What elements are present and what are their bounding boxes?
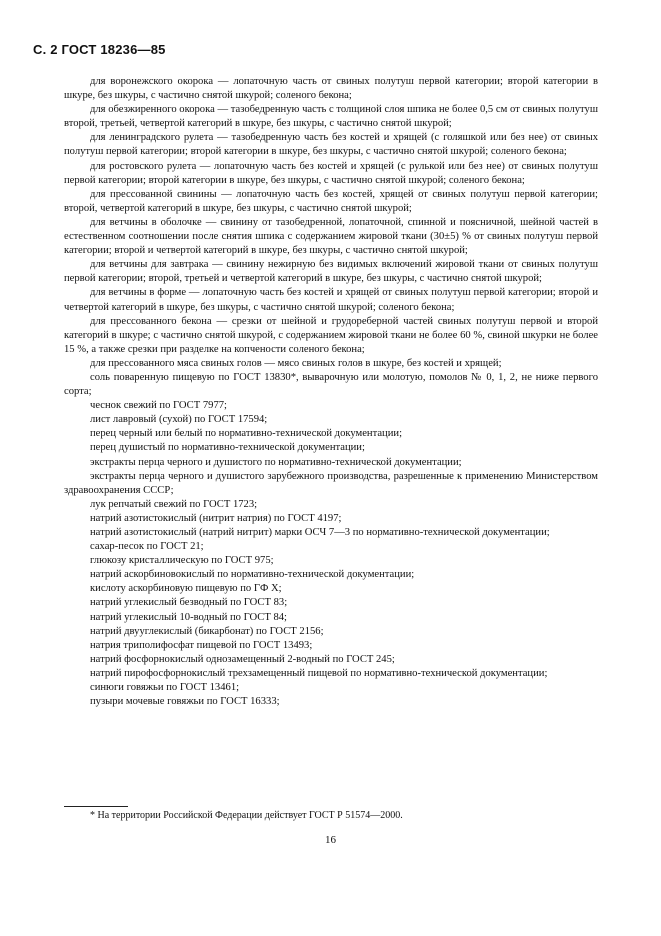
footnote: * На территории Российской Федерации действует ГОСТ Р 51574—2000. (90, 810, 403, 821)
list-item: глюкозу кристаллическую по ГОСТ 975; (90, 555, 274, 567)
list-item: натрий азотистокислый (нитрит натрия) по ГОСТ 4197; (90, 512, 342, 524)
paragraph: для ветчины в форме — лопаточную часть без костей и хрящей от свиных полутуш первой категории; второй и четвертой категорий в шкуре, без шкуры, с частично снятой шкурой; соленого бекона; (64, 287, 598, 313)
paragraph: соль поваренную пищевую по ГОСТ 13830*, выварочную или молотую, помолов № 0, 1, 2, не ниже первого сорта; (64, 371, 598, 398)
list-item: перец черный или белый по нормативно-технической документации; (90, 428, 403, 440)
document-body (64, 75, 598, 709)
list-item: натрий двууглекислый (бикарбонат) по ГОСТ 2156; (90, 625, 324, 637)
paragraph: для воронежского окорока — лопаточную часть от свиных полутуш первой категории; второй категории в шкуре, без шкуры, с частично снятой шкурой; соленого бекона; (64, 76, 598, 102)
list-item: чеснок свежий по ГОСТ 7977; (90, 400, 227, 412)
list-item: сахар-песок по ГОСТ 21; (90, 541, 204, 553)
list-item: натрий углекислый безводный по ГОСТ 83; (90, 597, 288, 609)
list-item: кислоту аскорбиновую пищевую по ГФ Х; (90, 583, 282, 595)
list-item: пузыри мочевые говяжьи по ГОСТ 16333; (90, 696, 280, 708)
paragraph: для прессованного мяса свиных голов — мясо свиных голов в шкуре, без костей и хрящей; (90, 357, 502, 369)
paragraph: экстракты перца черного и душистого зарубежного производства, разрешенные к применению Министерством здравоохранения СССР; (64, 470, 598, 496)
list-item: перец душистый по нормативно-технической документации; (90, 442, 365, 454)
paragraph: для ветчины в оболочке — свинину от тазобедренной, лопаточной, спинной и поясничной, шейной частей в естественном соотношении после снятия шпика с содержанием жировой ткани (30±5) % от свиных полутуш первой категории; второй и четвертой категорий в шкуре, без шкуры, с частично снятой шкурой; (64, 216, 598, 257)
paragraph: для прессованного бекона — срезки от шейной и грудореберной частей свиных полутуш первой и второй категорий в шкуре; с частично снятой шкурой, с содержанием жировой ткани не более 60 %, свиной шкурки не более 15 %, а также срезки при разделке на копчености соленого бекона; (64, 315, 598, 355)
paragraph: для ростовского рулета — лопаточную часть без костей и хрящей (с рулькой или без нее) от свиных полутуш первой категории; второй категории в шкуре, без шкуры, с частично снятой шкурой; соленого бекона; (64, 160, 598, 186)
list-item: натрий углекислый 10-водный по ГОСТ 84; (90, 611, 287, 623)
list-item: лук репчатый свежий по ГОСТ 1723; (90, 498, 258, 510)
footnote-divider (64, 806, 128, 807)
list-item: синюги говяжьи по ГОСТ 13461; (90, 682, 240, 694)
page-header: С. 2 ГОСТ 18236—85 (33, 42, 166, 57)
list-item: лист лавровый (сухой) по ГОСТ 17594; (90, 414, 268, 426)
paragraph: для ленинградского рулета — тазобедренную часть без костей и хрящей (с голяшкой или без нее) от свиных полутуш первой категории; второй категории в шкуре, без шкуры, с частично снятой шкурой; соленого бекона; (64, 132, 598, 158)
paragraph: натрий азотистокислый (натрий нитрит) марки ОСЧ 7—3 по нормативно-технической документации; (90, 527, 550, 538)
list-item: экстракты перца черного и душистого по нормативно-технической документации; (90, 456, 462, 468)
list-item: натрий аскорбиновокислый по нормативно-технической документации; (90, 569, 415, 581)
page-number: 16 (325, 834, 336, 846)
list-item: натрий фосфорнокислый однозамещенный 2-водный по ГОСТ 245; (90, 653, 395, 665)
list-item: натрия триполифосфат пищевой по ГОСТ 13493; (90, 639, 313, 651)
paragraph: для прессованной свинины — лопаточную часть без костей, хрящей от свиных полутуш первой категории; второй, четвертой категорий в шкуре, без шкуры, с частично снятой шкурой; (64, 188, 598, 214)
paragraph: натрий пирофосфорнокислый трехзамещенный пищевой по нормативно-технической документации; (90, 667, 548, 679)
paragraph: для обезжиренного окорока — тазобедренную часть с толщиной слоя шпика не более 0,5 см от свиных полутуш второй, третьей, четвертой категорий в шкуре, без шкуры, с частично снятой шкурой; (64, 104, 598, 130)
paragraph: для ветчины для завтрака — свинину нежирную без видимых включений жировой ткани от свиных полутуш первой категории; второй, третьей и четвертой категорий в шкуре, без шкуры, с частично снятой шкурой; (64, 259, 598, 285)
